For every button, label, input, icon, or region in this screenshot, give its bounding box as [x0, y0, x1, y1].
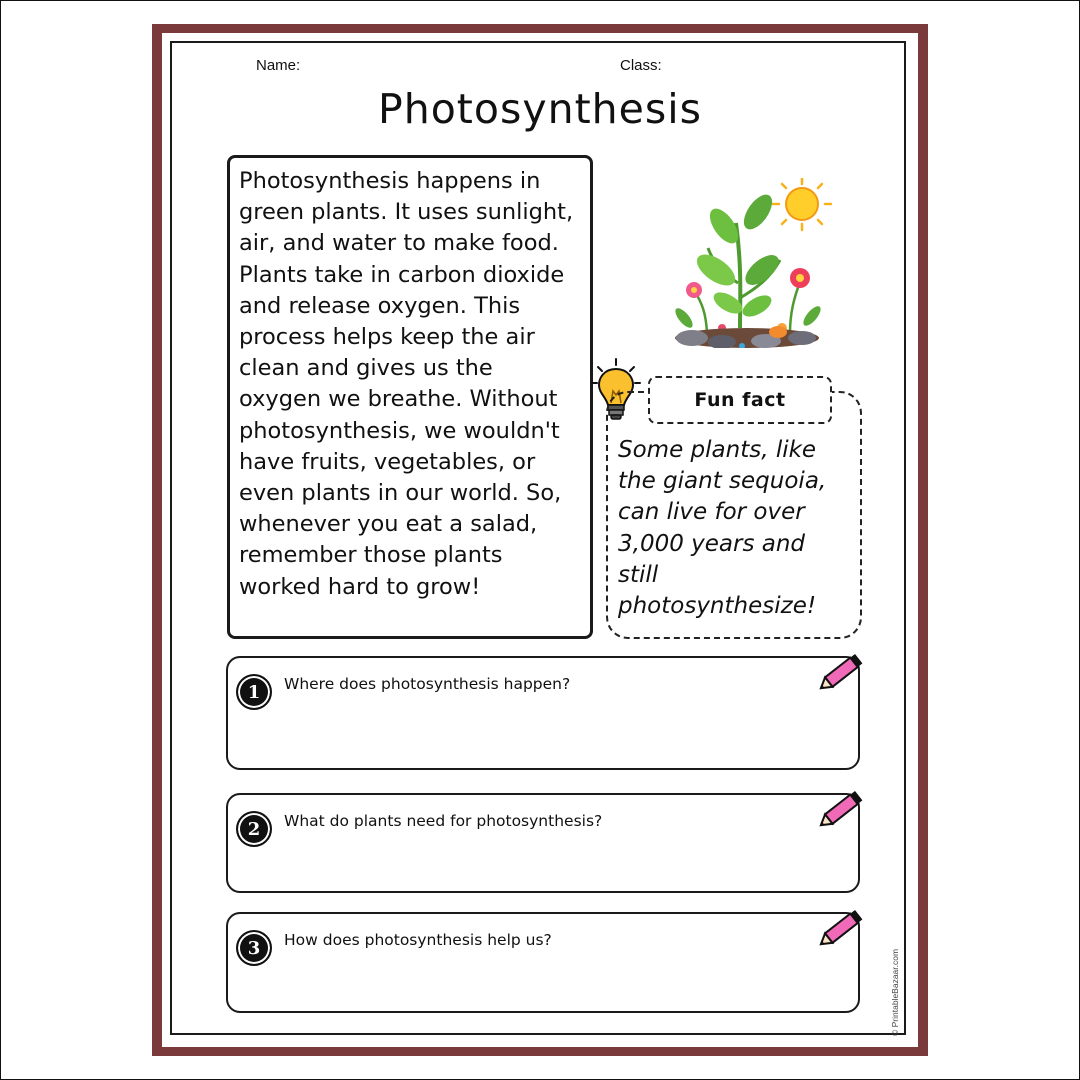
reading-line: green plants. It uses sunlight,	[239, 199, 574, 226]
reading-line: photosynthesis, we wouldn't	[239, 417, 560, 444]
reading-line: Plants take in carbon dioxide	[239, 261, 565, 288]
question-number-badge: 2	[236, 811, 272, 847]
question-box-2[interactable]	[226, 793, 860, 893]
fun-fact-title: Fun fact	[648, 376, 832, 424]
reading-line: Photosynthesis happens in	[239, 168, 541, 194]
flower-icon	[790, 268, 810, 288]
reading-line: process helps keep the air	[239, 324, 535, 351]
fun-fact-line: Some plants, like	[618, 437, 817, 463]
reading-line: have fruits, vegetables, or	[239, 448, 536, 475]
reading-line: air, and water to make food.	[239, 230, 559, 257]
pencil-icon	[816, 787, 868, 833]
worksheet	[162, 33, 918, 1047]
page-title: Photosynthesis	[378, 85, 702, 133]
question-text: What do plants need for photosynthesis?	[284, 812, 603, 830]
plant-illustration	[662, 178, 832, 348]
reading-line: even plants in our world. So,	[239, 480, 562, 507]
fun-fact-line: can live for over	[618, 499, 805, 526]
reading-line: clean and gives us the	[239, 355, 493, 382]
fun-fact-line: still	[618, 561, 659, 588]
reading-line: and release oxygen. This	[239, 292, 521, 319]
name-label: Name:	[256, 57, 301, 74]
question-text: How does photosynthesis help us?	[284, 931, 552, 949]
fun-fact-line: photosynthesize!	[618, 593, 817, 620]
reading-passage	[227, 155, 593, 639]
reading-line: remember those plants	[239, 542, 503, 569]
pencil-icon	[816, 650, 868, 696]
reading-line: oxygen we breathe. Without	[239, 386, 558, 413]
pencil-icon	[816, 906, 868, 952]
question-box-3[interactable]	[226, 912, 860, 1013]
reading-line: worked hard to grow!	[239, 573, 481, 600]
fun-fact-text	[618, 435, 854, 622]
question-number-badge: 3	[236, 930, 272, 966]
question-text: Where does photosynthesis happen?	[284, 675, 571, 693]
reading-line: whenever you eat a salad,	[239, 511, 538, 538]
question-number-badge: 1	[236, 674, 272, 710]
credit-text: © PrintableBazaar.com	[890, 948, 900, 1036]
fun-fact-line: 3,000 years and	[618, 530, 806, 557]
fun-fact-line: the giant sequoia,	[618, 468, 827, 495]
flower-icon	[686, 282, 702, 298]
question-box-1[interactable]	[226, 656, 860, 770]
class-label: Class:	[620, 57, 662, 74]
sun-icon	[773, 178, 831, 230]
